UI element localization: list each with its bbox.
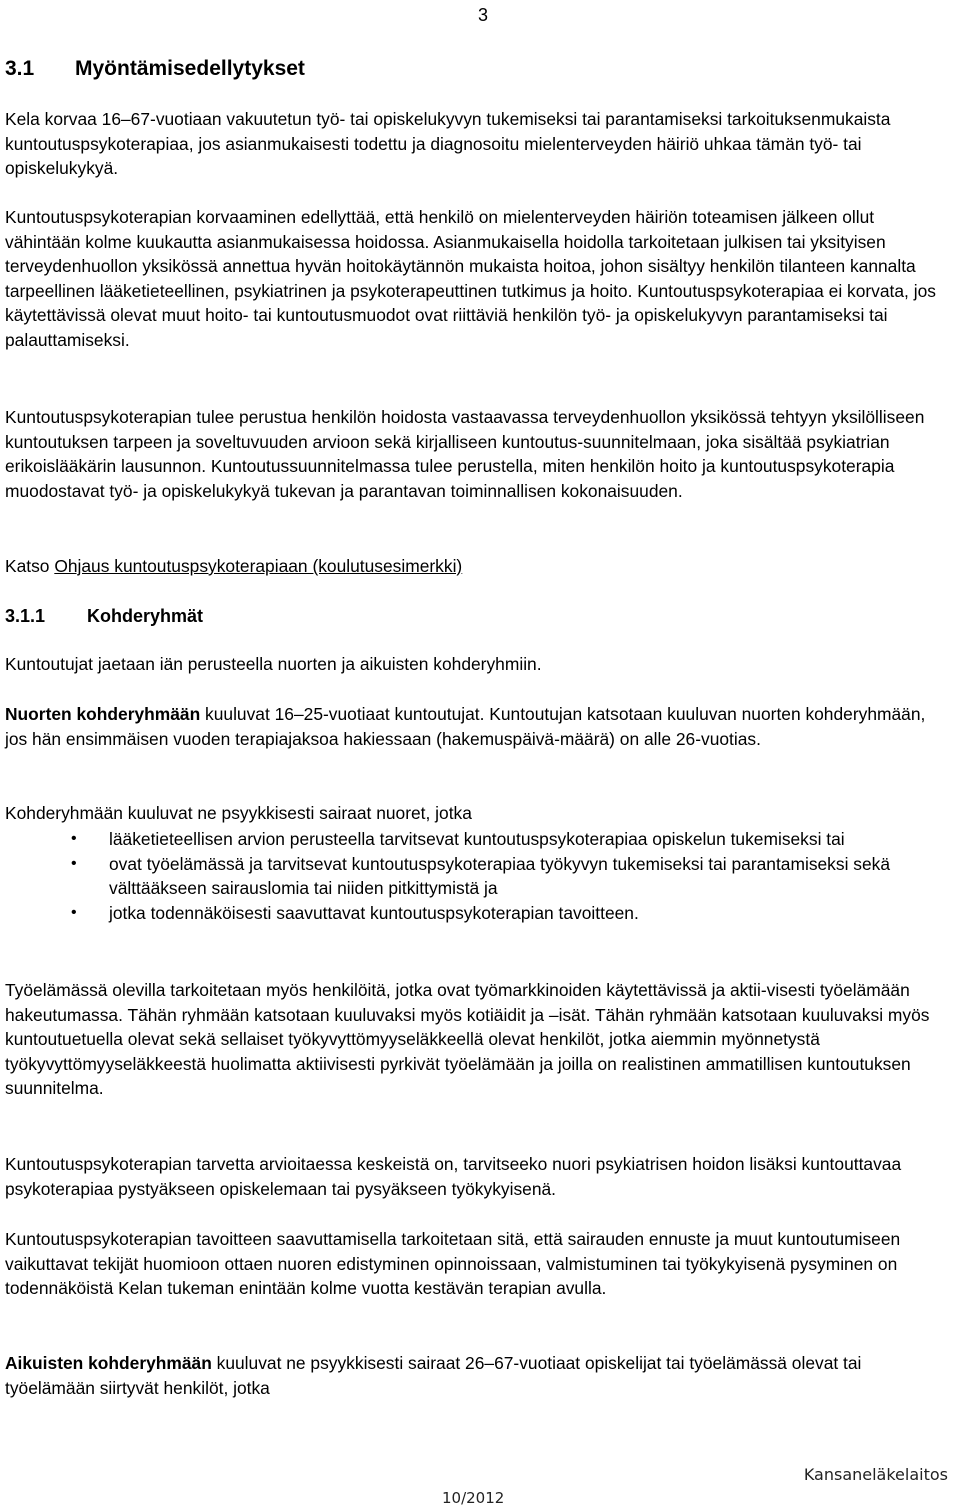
subsection-title: Kohderyhmät (87, 606, 204, 626)
criteria-list (5, 827, 950, 925)
section-title: Myöntämisedellytykset (75, 57, 305, 80)
guidance-link[interactable]: Ohjaus kuntoutuspsykoterapiaan (koulutusesimerkki) (54, 556, 463, 576)
list-item (5, 852, 950, 901)
adult-group-text: kuuluvat ne psyykkisesti sairaat 26–67-vuotiaat opiskelijat tai työelämässä olevat tai työelämään siirtyvät henkilöt, jotka (5, 1353, 862, 1398)
page-number: 3 (478, 5, 489, 25)
paragraph-adult-group (5, 1351, 950, 1400)
paragraph-treatment-requirement: Kuntoutuspsykoterapian korvaaminen edellyttää, että henkilö on mielenterveyden häiriön toteamisen jälkeen ollut vähintään kolme kuukautta asianmukaisessa hoidossa. Asianmukaisella hoidolla tarkoitetaan julkisen tai yksityisen terveydenhuollon yksikössä annettua hyvän hoitokäytännön mukaista hoitoa, johon sisältyy henkilön tilanteen kannalta tarpeellinen lääketieteellinen, psykiatrinen ja psykoterapeuttinen tutkimus ja hoito. Kuntoutuspsykoterapiaa ei korvata, jos käytettävissä olevat muut hoito- tai kuntoutusmuodot ovat riittäviä henkilön työ- ja opiskelukyvyn parantamiseksi tai palauttamiseksi. (5, 207, 936, 350)
paragraph-therapy-need: Kuntoutuspsykoterapian tarvetta arvioitaessa keskeistä on, tarvitseeko nuori psykiatrisen hoidon lisäksi kuntouttavaa psykoterapiaa pystyäkseen opiskelemaan tai pysyäkseen työkykyisenä. (5, 1154, 902, 1199)
bullet-icon: • (71, 903, 77, 921)
bullet-icon: • (71, 854, 77, 872)
kela-logo: Kansaneläkelaitos (803, 1465, 948, 1484)
subsection-number: 3.1.1 (5, 606, 46, 626)
paragraph-youth-group (5, 702, 950, 751)
list-item-text: lääketieteellisen arvion perusteella tarvitsevat kuntoutuspsykoterapiaa opiskelun tukemiseksi tai (109, 829, 845, 849)
paragraph-target-groups-intro: Kuntoutujat jaetaan iän perusteella nuorten ja aikuisten kohderyhmiin. (5, 654, 542, 674)
subsection-heading (5, 604, 203, 628)
adult-group-term: Aikuisten kohderyhmään (5, 1353, 212, 1373)
section-number: 3.1 (5, 57, 35, 80)
paragraph-therapy-goal: Kuntoutuspsykoterapian tavoitteen saavuttamisella tarkoitetaan sitä, että sairauden ennuste ja muut kuntoutumiseen vaikuttavat tekijät huomioon ottaen nuoren edistyminen opinnoissaan, valmistuminen tai työkykyisenä pysyminen on todennäköistä Kelan tukeman enintään kolme vuotta kestävän terapian avulla. (5, 1229, 901, 1298)
paragraph-eligibility: Kela korvaa 16–67-vuotiaan vakuutetun työ- tai opiskelukyvyn tukemiseksi tai parantamiseksi tarkoituksenmukaista kuntoutuspsykoterapiaa, jos asianmukaisesti todettu ja diagnosoitu mielenterveyden häiriö uhkaa tämän työ- tai opiskelukykyä. (5, 109, 891, 178)
youth-group-text: kuuluvat 16–25-vuotiaat kuntoutujat. Kuntoutujan katsotaan kuuluvan nuorten kohderyhmään, jos hän ensimmäisen vuoden terapiajaksoa hakiessaan (hakemuspäivä-määrä) on alle 26-vuotias. (5, 704, 926, 749)
paragraph-list-intro: Kohderyhmään kuuluvat ne psyykkisesti sairaat nuoret, jotka (5, 803, 472, 823)
list-item-text: ovat työelämässä ja tarvitsevat kuntoutuspsykoterapiaa työkyvyn tukemiseksi tai parantamiseksi sekä välttääkseen sairauslomia tai niiden pitkittymistä ja (109, 853, 891, 898)
see-also-prefix: Katso (5, 556, 55, 576)
list-item-text: jotka todennäköisesti saavuttavat kuntoutuspsykoterapian tavoitteen. (109, 902, 639, 923)
section-heading (5, 56, 305, 82)
paragraph-working-life: Työelämässä olevilla tarkoitetaan myös henkilöitä, jotka ovat työmarkkinoiden käytettävissä ja aktii-visesti työelämään hakeutumassa. Tähän ryhmään katsotaan kuuluvaksi myös kotiäidit ja –isät. Tähän ryhmään katsotaan kuuluvaksi myös kuntoutuetuella olevat sekä sellaiset työkyvyttömyyseläkkeellä olevat henkilöt, jotka aiemmin myönnetystä työkyvyttömyyseläkkeestä huolimatta aktiivisesti pyrkivät työelämään ja joilla on realistinen ammatillisen kuntoutuksen suunnitelma. (5, 980, 930, 1098)
list-item (5, 901, 950, 926)
list-item (5, 827, 950, 852)
footer-date: 10/2012 (442, 1489, 505, 1507)
paragraph-rehabilitation-plan: Kuntoutuspsykoterapian tulee perustua henkilön hoidosta vastaavassa terveydenhuollon yksikössä tehtyyn yksilölliseen kuntoutuksen tarpeen ja soveltuvuuden arvioon sekä kirjalliseen kuntoutus-suunnitelmaan, joka sisältää psykiatrian erikoislääkärin lausunnon. Kuntoutussuunnitelmassa tulee perustella, miten henkilön hoito ja kuntoutuspsykoterapia muodostavat työ- ja opiskelukykyä tukevan ja parantavan toiminnallisen kokonaisuuden. (5, 407, 925, 501)
bullet-icon: • (71, 830, 77, 847)
paragraph-see-also (5, 554, 950, 579)
youth-group-term: Nuorten kohderyhmään (5, 704, 201, 724)
